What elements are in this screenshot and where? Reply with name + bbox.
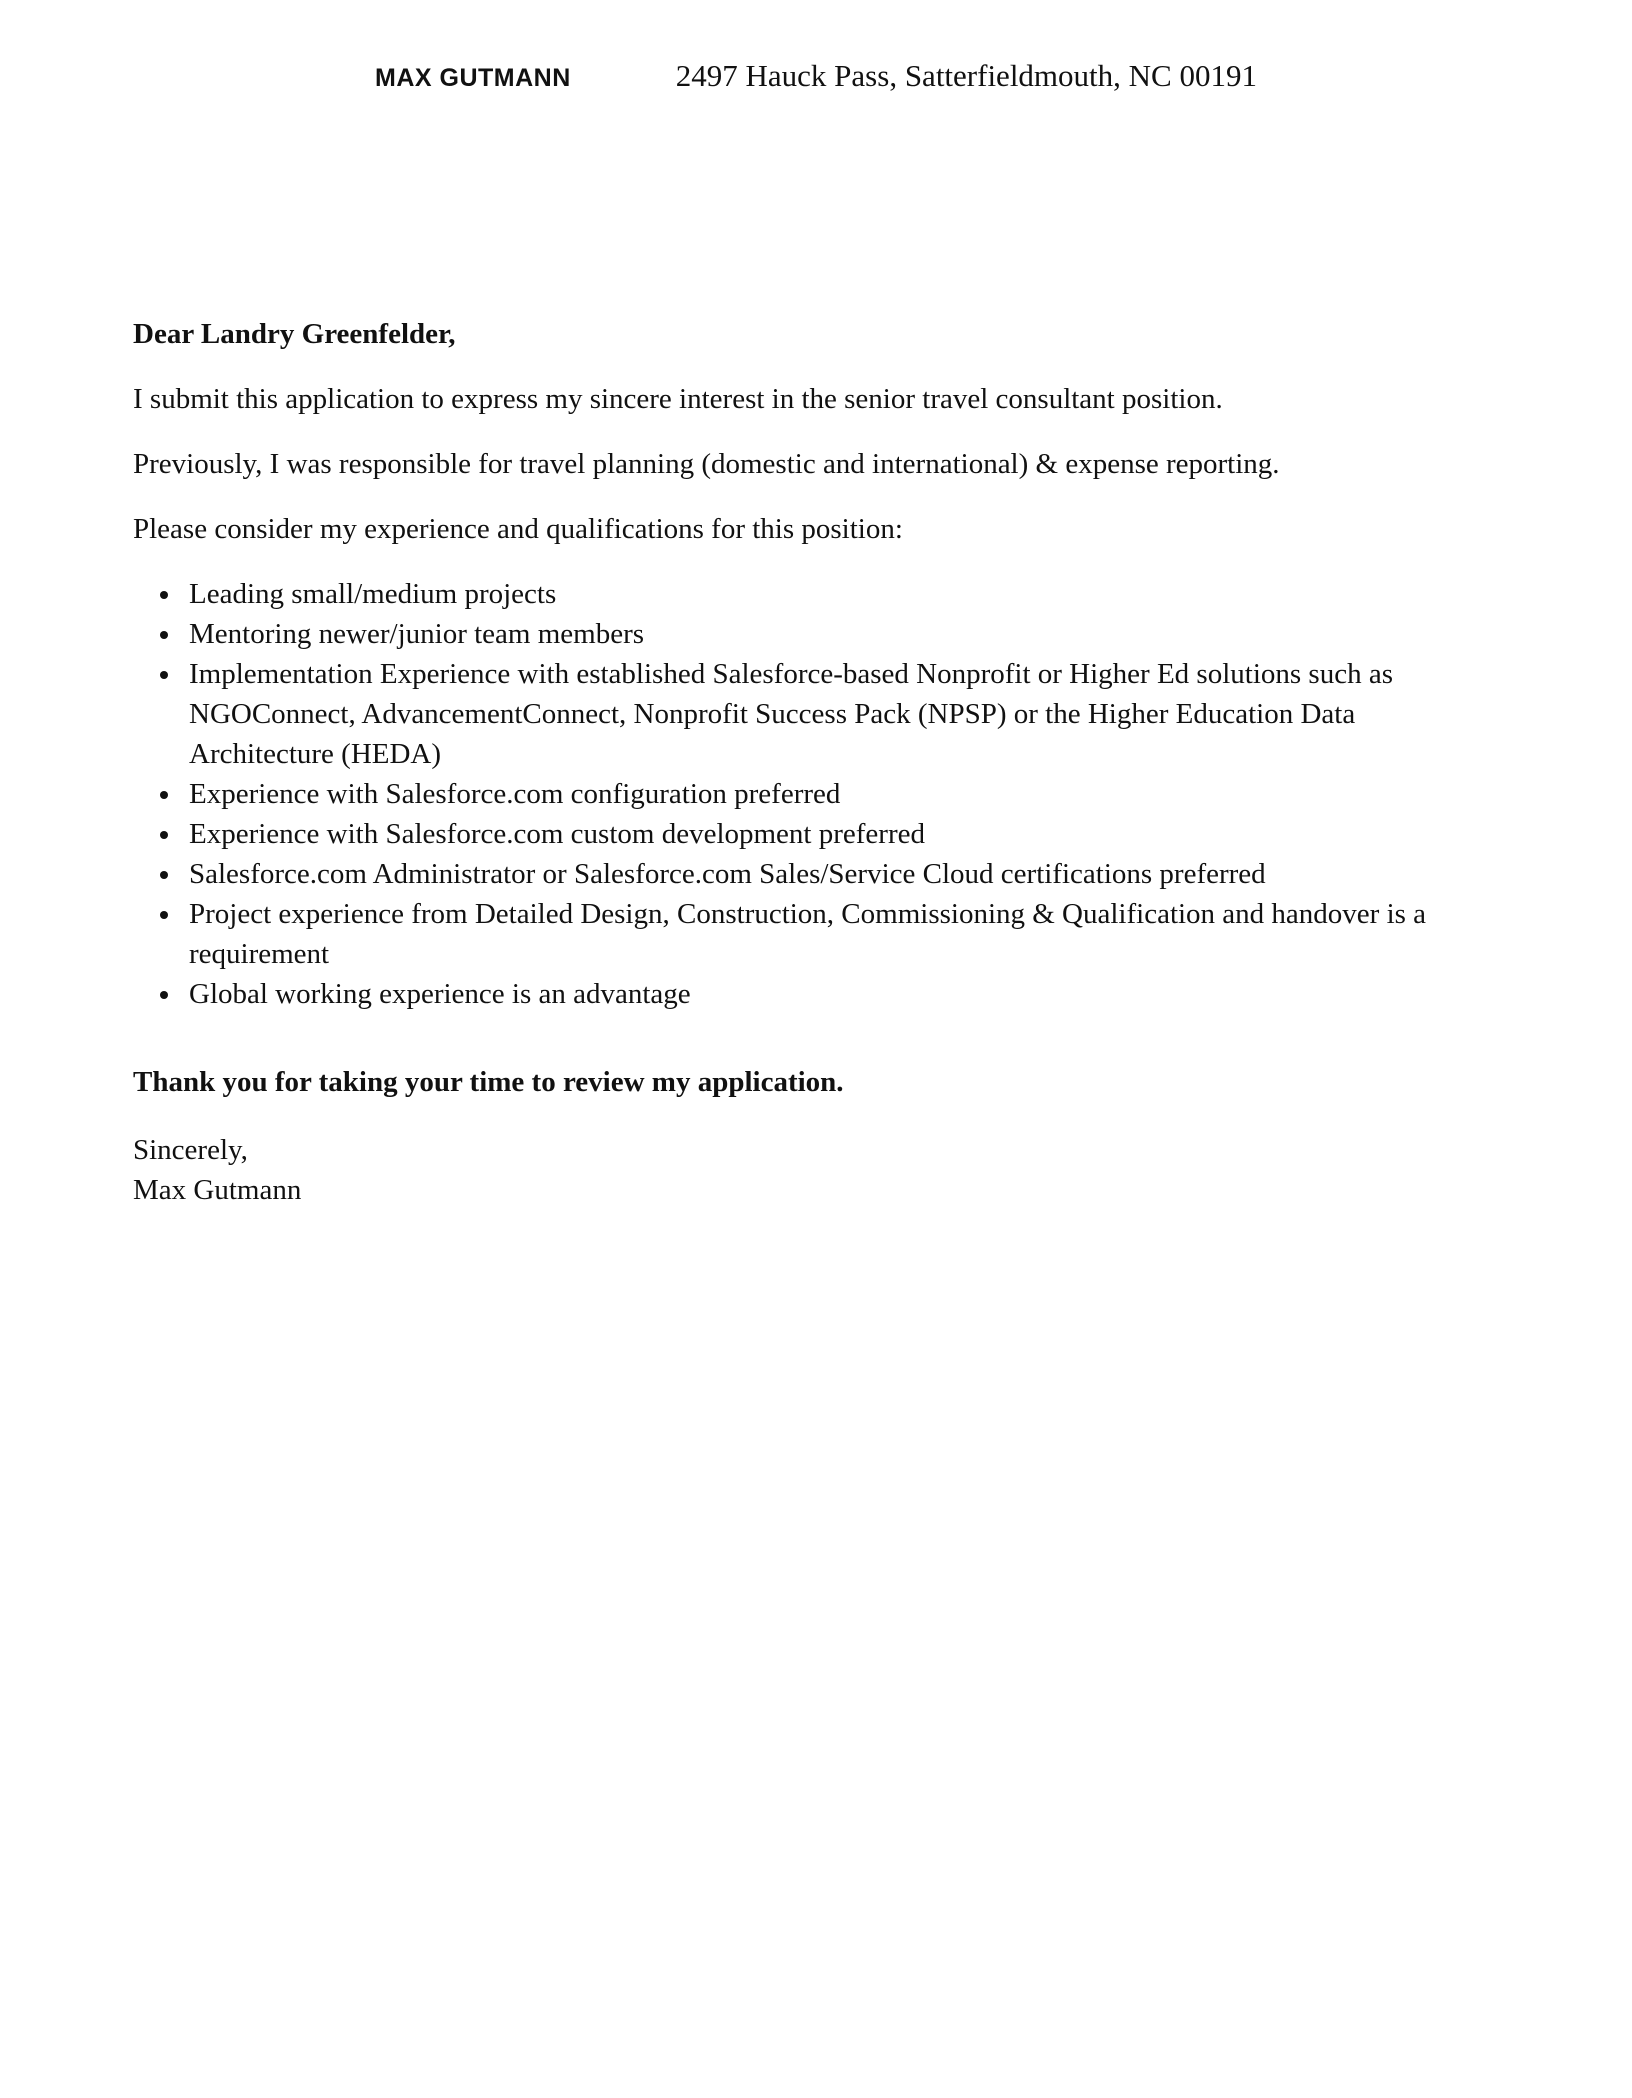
sender-address: 2497 Hauck Pass, Satterfieldmouth, NC 00191 bbox=[675, 58, 1257, 93]
qualification-list bbox=[133, 574, 1499, 1014]
list-item: • Experience with Salesforce.com custom development preferred bbox=[183, 814, 1499, 854]
signoff-block bbox=[133, 1130, 1499, 1210]
list-item: • Project experience from Detailed Design, Construction, Commissioning & Qualification and handover is a requirement bbox=[183, 894, 1499, 974]
sender-name: MAX GUTMANN bbox=[375, 64, 571, 92]
salutation: Dear Landry Greenfelder, bbox=[133, 318, 456, 350]
signature-name: Max Gutmann bbox=[133, 1174, 302, 1206]
list-item: • Salesforce.com Administrator or Salesforce.com Sales/Service Cloud certifications preferred bbox=[183, 854, 1499, 894]
list-item: • Experience with Salesforce.com configuration preferred bbox=[183, 774, 1499, 814]
list-item: • Mentoring newer/junior team members bbox=[183, 614, 1499, 654]
paragraph-intro: I submit this application to express my sincere interest in the senior travel consultant position. bbox=[133, 383, 1223, 415]
closing-statement: Thank you for taking your time to review my application. bbox=[133, 1066, 844, 1098]
list-item: • Implementation Experience with established Salesforce-based Nonprofit or Higher Ed solutions such as NGOConnect, AdvancementConnect, Nonprofit Success Pack (NPSP) or the Higher Education Data Architecture (HEDA) bbox=[183, 654, 1499, 774]
list-item: • Global working experience is an advantage bbox=[183, 974, 1499, 1014]
signoff: Sincerely, bbox=[133, 1134, 248, 1166]
letter-body bbox=[133, 314, 1499, 1210]
paragraph-previous-role: Previously, I was responsible for travel planning (domestic and international) & expense reporting. bbox=[133, 448, 1280, 480]
letter-header bbox=[133, 58, 1499, 94]
paragraph-qualifications-lead: Please consider my experience and qualifications for this position: bbox=[133, 513, 903, 545]
list-item: • Leading small/medium projects bbox=[183, 574, 1499, 614]
